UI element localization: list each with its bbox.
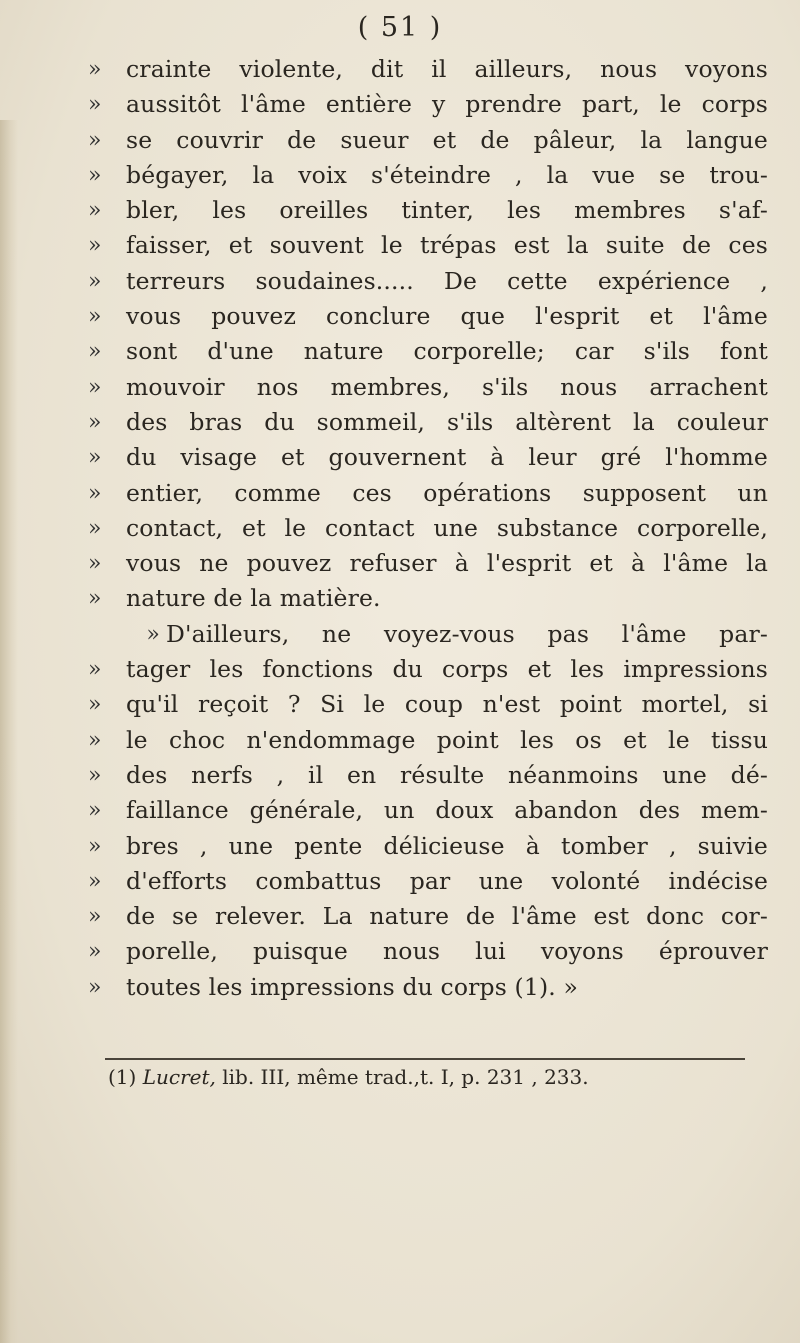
text-line bbox=[88, 228, 768, 263]
text-line bbox=[88, 934, 768, 969]
text-line bbox=[88, 546, 768, 581]
text-line bbox=[88, 193, 768, 228]
line-text: tager les fonctions du corps et les impressions bbox=[126, 655, 768, 684]
quote-mark: » bbox=[88, 304, 102, 330]
text-line bbox=[88, 652, 768, 687]
footnote-reference: lib. III, même trad.,t. I, p. 231 , 233. bbox=[222, 1065, 589, 1089]
line-text: bégayer, la voix s'éteindre , la vue se trou- bbox=[126, 160, 768, 189]
line-text: terreurs soudaines..... De cette expérience , bbox=[126, 266, 768, 295]
quote-mark: » bbox=[88, 57, 102, 82]
line-text: faillance générale, un doux abandon des mem- bbox=[126, 796, 768, 825]
line-text: contact, et le contact une substance corporelle, bbox=[126, 513, 768, 542]
quote-mark: » bbox=[88, 92, 102, 118]
line-text: du visage et gouvernent à leur gré l'homme bbox=[126, 443, 768, 472]
quote-mark: » bbox=[88, 480, 102, 506]
line-text: porelle, puisque nous lui voyons éprouver bbox=[126, 937, 768, 966]
text-line bbox=[88, 723, 768, 758]
footnote-rule bbox=[105, 1058, 745, 1060]
footnote bbox=[108, 1062, 758, 1092]
quote-mark: » bbox=[88, 762, 102, 788]
quote-mark: » bbox=[88, 409, 102, 435]
line-text: entier, comme ces opérations supposent un bbox=[126, 478, 768, 507]
text-line bbox=[88, 87, 768, 122]
line-text: aussitôt l'âme entière y prendre part, le corps bbox=[126, 90, 768, 119]
line-text: crainte violente, dit il ailleurs, nous voyons bbox=[126, 55, 768, 83]
line-text: qu'il reçoit ? Si le coup n'est point mortel, si bbox=[126, 690, 768, 719]
quote-mark: » bbox=[88, 798, 102, 824]
line-text: de se relever. La nature de l'âme est donc cor- bbox=[126, 902, 768, 931]
footnote-marker: (1) bbox=[108, 1065, 137, 1089]
line-text: vous ne pouvez refuser à l'esprit et à l'âme la bbox=[126, 549, 768, 578]
quote-mark: » bbox=[88, 515, 102, 541]
quote-mark: » bbox=[88, 374, 102, 400]
body-text bbox=[88, 52, 768, 1005]
text-line bbox=[88, 264, 768, 299]
text-line bbox=[88, 158, 768, 193]
text-line bbox=[88, 687, 768, 722]
page-number: ( 51 ) bbox=[357, 12, 443, 43]
text-line bbox=[88, 829, 768, 864]
line-text: le choc n'endommage point les os et le tissu bbox=[126, 725, 768, 754]
quote-mark: » bbox=[88, 833, 102, 859]
quote-mark: » bbox=[88, 586, 102, 612]
quote-mark: » bbox=[88, 162, 102, 188]
line-text: D'ailleurs, ne voyez-vous pas l'âme par- bbox=[166, 619, 768, 648]
quote-mark: » bbox=[88, 974, 102, 1000]
quote-mark: » bbox=[88, 233, 102, 259]
text-line bbox=[88, 864, 768, 899]
quote-mark: » bbox=[88, 904, 102, 930]
text-line bbox=[88, 476, 768, 511]
quote-mark: » bbox=[146, 621, 160, 647]
line-text: toutes les impressions du corps (1). » bbox=[126, 972, 579, 1001]
text-line bbox=[88, 617, 768, 652]
quote-mark: » bbox=[88, 939, 102, 965]
line-text: sont d'une nature corporelle; car s'ils font bbox=[126, 337, 768, 366]
line-text: faisser, et souvent le trépas est la suite de ces bbox=[126, 231, 768, 260]
line-text: mouvoir nos membres, s'ils nous arrachent bbox=[126, 372, 768, 401]
line-text: d'efforts combattus par une volonté indécise bbox=[126, 866, 768, 895]
footnote-author: Lucret, bbox=[142, 1065, 216, 1089]
text-line bbox=[88, 334, 768, 369]
text-line bbox=[88, 511, 768, 546]
line-text: bler, les oreilles tinter, les membres s'af- bbox=[126, 196, 768, 225]
quote-mark: » bbox=[88, 127, 102, 153]
quote-mark: » bbox=[88, 339, 102, 365]
text-line bbox=[88, 299, 768, 334]
quote-mark: » bbox=[88, 268, 102, 294]
line-text: bres , une pente délicieuse à tomber , suivie bbox=[126, 831, 768, 860]
line-text: des nerfs , il en résulte néanmoins une dé- bbox=[126, 760, 768, 789]
text-line bbox=[88, 52, 768, 87]
text-line bbox=[88, 405, 768, 440]
text-line bbox=[88, 758, 768, 793]
line-text: vous pouvez conclure que l'esprit et l'âme bbox=[126, 302, 768, 331]
text-line bbox=[88, 370, 768, 405]
quote-mark: » bbox=[88, 445, 102, 471]
text-line bbox=[88, 899, 768, 934]
text-line bbox=[88, 970, 768, 1005]
text-line bbox=[88, 581, 768, 616]
quote-mark: » bbox=[88, 692, 102, 718]
quote-mark: » bbox=[88, 868, 102, 894]
page-binding-edge bbox=[0, 120, 18, 1343]
text-line bbox=[88, 123, 768, 158]
quote-mark: » bbox=[88, 727, 102, 753]
text-line bbox=[88, 440, 768, 475]
quote-mark: » bbox=[88, 657, 102, 683]
text-line bbox=[88, 793, 768, 828]
line-text: se couvrir de sueur et de pâleur, la langue bbox=[126, 125, 768, 154]
quote-mark: » bbox=[88, 551, 102, 577]
line-text: nature de la matière. bbox=[126, 584, 381, 613]
quote-mark: » bbox=[88, 198, 102, 224]
line-text: des bras du sommeil, s'ils altèrent la couleur bbox=[126, 407, 768, 436]
